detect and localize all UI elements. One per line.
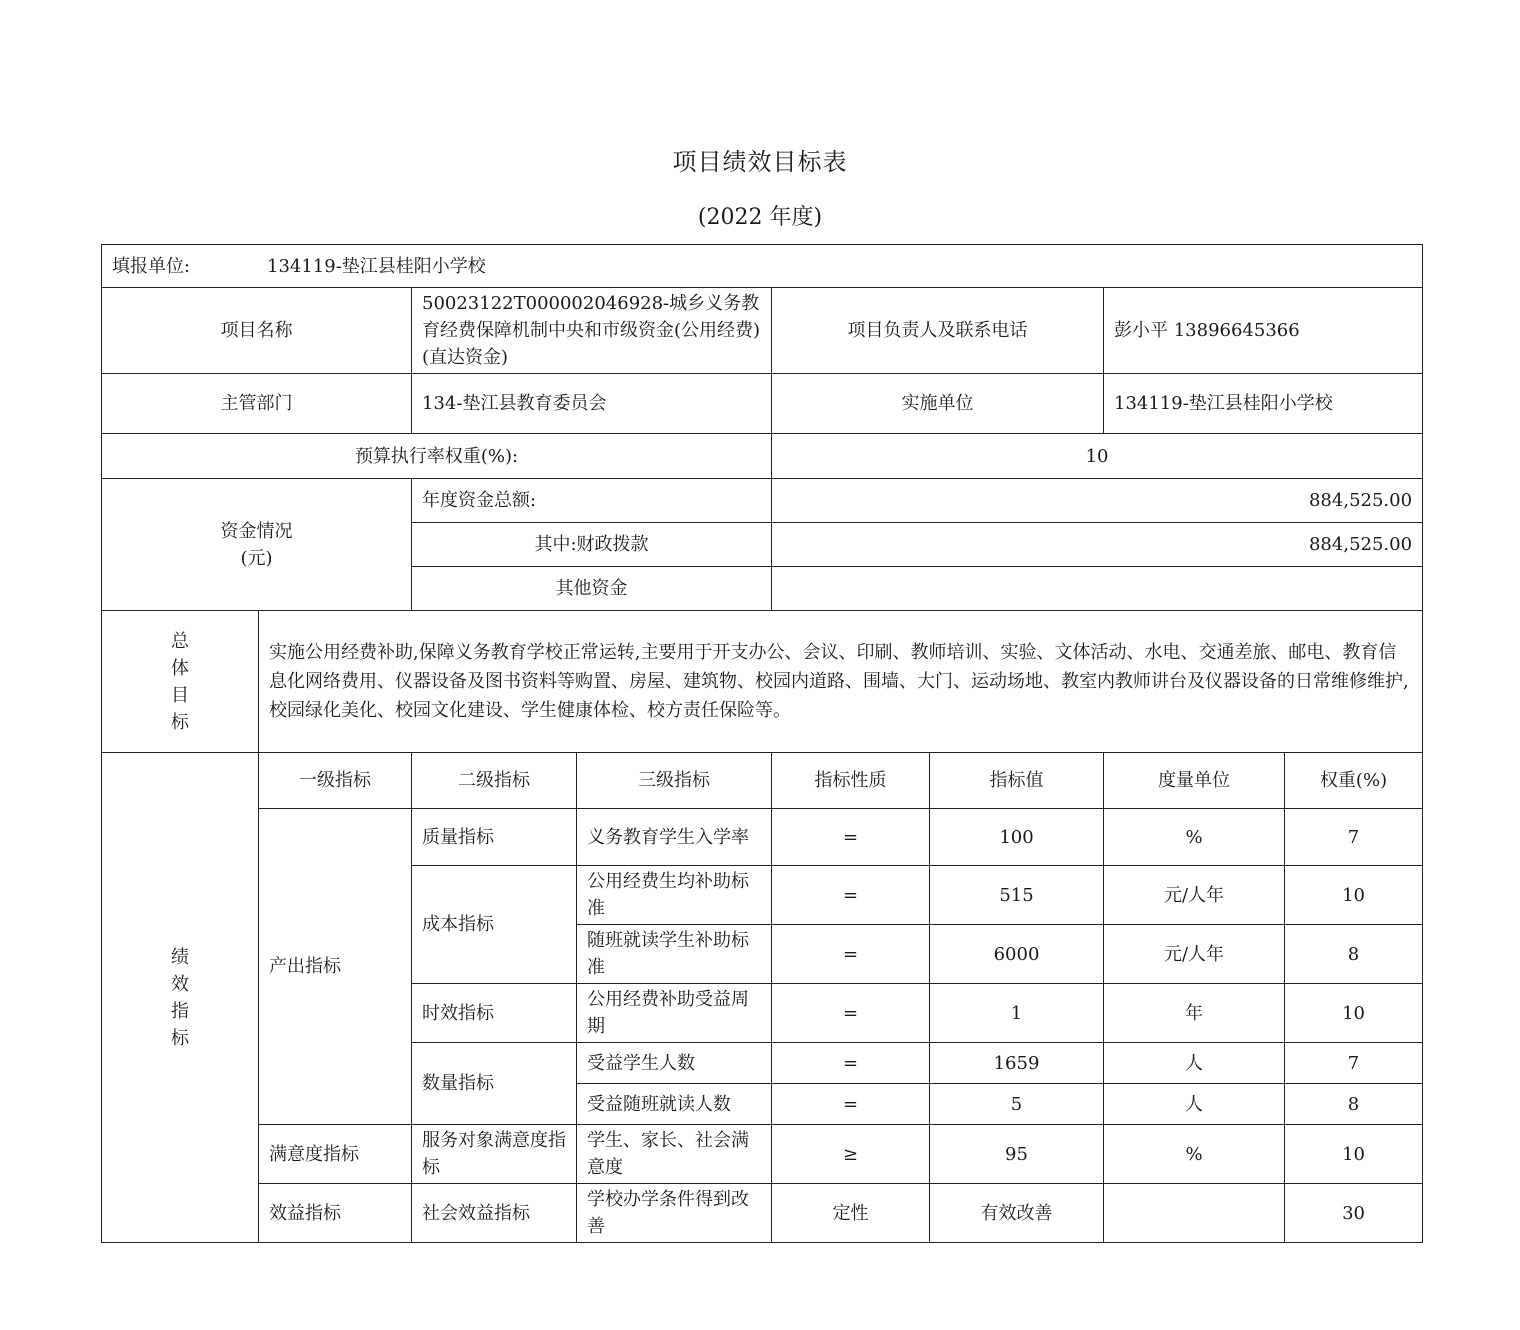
header-level1: 一级指标 [259, 753, 412, 809]
nature-cell: ≥ [772, 1125, 930, 1184]
funds-fiscal-label: 其中:财政拨款 [412, 523, 772, 567]
level2-quality: 质量指标 [412, 809, 577, 866]
table-row [102, 1125, 1423, 1184]
nature-cell: = [772, 1043, 930, 1084]
header-nature: 指标性质 [772, 753, 930, 809]
department-value: 134-垫江县教育委员会 [412, 374, 772, 434]
weight-cell: 30 [1285, 1184, 1423, 1243]
unit-row [102, 245, 1423, 288]
project-leader-label: 项目负责人及联系电话 [772, 288, 1104, 374]
overall-goal-label [102, 611, 259, 753]
performance-target-table [101, 244, 1423, 1243]
overall-goal-text: 实施公用经费补助,保障义务教育学校正常运转,主要用于开支办公、会议、印刷、教师培训、实验、文体活动、水电、交通差旅、邮电、教育信息化网络费用、仪器设备及图书资料等购置、房屋、建筑物、校园内道路、围墙、大门、运动场地、教室内教师讲台及仪器设备的日常维修维护,校园绿化美化、校园文化建设、学生健康体检、校方责任保险等。 [259, 611, 1423, 753]
funds-label [102, 479, 412, 611]
nature-cell: = [772, 984, 930, 1043]
indicators-label-char: 指 [171, 1000, 189, 1022]
indicators-label-char: 绩 [171, 946, 189, 968]
indicators-label-char: 效 [171, 973, 189, 995]
nature-cell: = [772, 1084, 930, 1125]
weight-cell: 8 [1285, 925, 1423, 984]
project-name-label: 项目名称 [102, 288, 412, 374]
level3-cell: 公用经费补助受益周期 [577, 984, 772, 1043]
funds-label-line2: (元) [240, 547, 273, 569]
weight-cell: 10 [1285, 984, 1423, 1043]
value-cell: 6000 [930, 925, 1104, 984]
level3-cell: 公用经费生均补助标准 [577, 866, 772, 925]
level2-cost: 成本指标 [412, 866, 577, 984]
implementing-unit-value: 134119-垫江县桂阳小学校 [1104, 374, 1423, 434]
funds-total-row [102, 479, 1423, 523]
unit-cell: 元/人年 [1104, 866, 1285, 925]
value-cell: 95 [930, 1125, 1104, 1184]
unit-value: 134119-垫江县桂阳小学校 [267, 255, 486, 277]
indicator-header-row [102, 753, 1423, 809]
level3-cell: 学生、家长、社会满意度 [577, 1125, 772, 1184]
funds-label-line1: 资金情况 [220, 520, 293, 542]
unit-cell: 人 [1104, 1084, 1285, 1125]
indicators-label [102, 753, 259, 1243]
level3-cell: 义务教育学生入学率 [577, 809, 772, 866]
department-label: 主管部门 [102, 374, 412, 434]
weight-cell: 7 [1285, 1043, 1423, 1084]
weight-cell: 8 [1285, 1084, 1423, 1125]
nature-cell: = [772, 809, 930, 866]
implementing-unit-label: 实施单位 [772, 374, 1104, 434]
level3-cell: 受益随班就读人数 [577, 1084, 772, 1125]
value-cell: 100 [930, 809, 1104, 866]
funds-other-label: 其他资金 [412, 567, 772, 611]
goal-label-char: 目 [171, 684, 189, 706]
document-title: 项目绩效目标表 [672, 148, 848, 176]
goal-label-char: 总 [171, 630, 189, 652]
level3-cell: 受益学生人数 [577, 1043, 772, 1084]
unit-cell: % [1104, 809, 1285, 866]
level2-social: 社会效益指标 [412, 1184, 577, 1243]
level2-quantity: 数量指标 [412, 1043, 577, 1125]
value-cell: 1 [930, 984, 1104, 1043]
header-level3: 三级指标 [577, 753, 772, 809]
table-row [102, 809, 1423, 866]
funds-other-value [772, 567, 1423, 611]
unit-cell: 元/人年 [1104, 925, 1285, 984]
value-cell: 5 [930, 1084, 1104, 1125]
budget-rate-value: 10 [772, 434, 1423, 479]
unit-cell: % [1104, 1125, 1285, 1184]
department-row [102, 374, 1423, 434]
project-name-row [102, 288, 1423, 374]
weight-cell: 10 [1285, 866, 1423, 925]
overall-goal-row [102, 611, 1423, 753]
table-row [102, 1184, 1423, 1243]
weight-cell: 10 [1285, 1125, 1423, 1184]
nature-cell: = [772, 866, 930, 925]
level2-service: 服务对象满意度指标 [412, 1125, 577, 1184]
funds-fiscal-value: 884,525.00 [772, 523, 1423, 567]
level3-cell: 随班就读学生补助标准 [577, 925, 772, 984]
unit-cell [102, 245, 1423, 288]
level1-output: 产出指标 [259, 809, 412, 1125]
weight-cell: 7 [1285, 809, 1423, 866]
unit-cell: 人 [1104, 1043, 1285, 1084]
level2-time: 时效指标 [412, 984, 577, 1043]
header-unit: 度量单位 [1104, 753, 1285, 809]
funds-total-value: 884,525.00 [772, 479, 1423, 523]
nature-cell: 定性 [772, 1184, 930, 1243]
unit-cell: 年 [1104, 984, 1285, 1043]
level1-benefit: 效益指标 [259, 1184, 412, 1243]
project-leader-value: 彭小平 13896645366 [1104, 288, 1423, 374]
goal-label-char: 体 [171, 657, 189, 679]
header-weight: 权重(%) [1285, 753, 1423, 809]
project-name-value: 50023122T000002046928-城乡义务教育经费保障机制中央和市级资金(公用经费)(直达资金) [412, 288, 772, 374]
indicators-label-char: 标 [171, 1027, 189, 1049]
nature-cell: = [772, 925, 930, 984]
value-cell: 有效改善 [930, 1184, 1104, 1243]
level1-satisfaction: 满意度指标 [259, 1125, 412, 1184]
funds-total-label: 年度资金总额: [412, 479, 772, 523]
value-cell: 1659 [930, 1043, 1104, 1084]
unit-cell [1104, 1184, 1285, 1243]
document-subtitle: (2022 年度) [697, 205, 823, 230]
level3-cell: 学校办学条件得到改善 [577, 1184, 772, 1243]
header-value: 指标值 [930, 753, 1104, 809]
value-cell: 515 [930, 866, 1104, 925]
header-level2: 二级指标 [412, 753, 577, 809]
budget-rate-label: 预算执行率权重(%): [102, 434, 772, 479]
budget-rate-row [102, 434, 1423, 479]
goal-label-char: 标 [171, 711, 189, 733]
unit-label: 填报单位: [112, 255, 191, 277]
